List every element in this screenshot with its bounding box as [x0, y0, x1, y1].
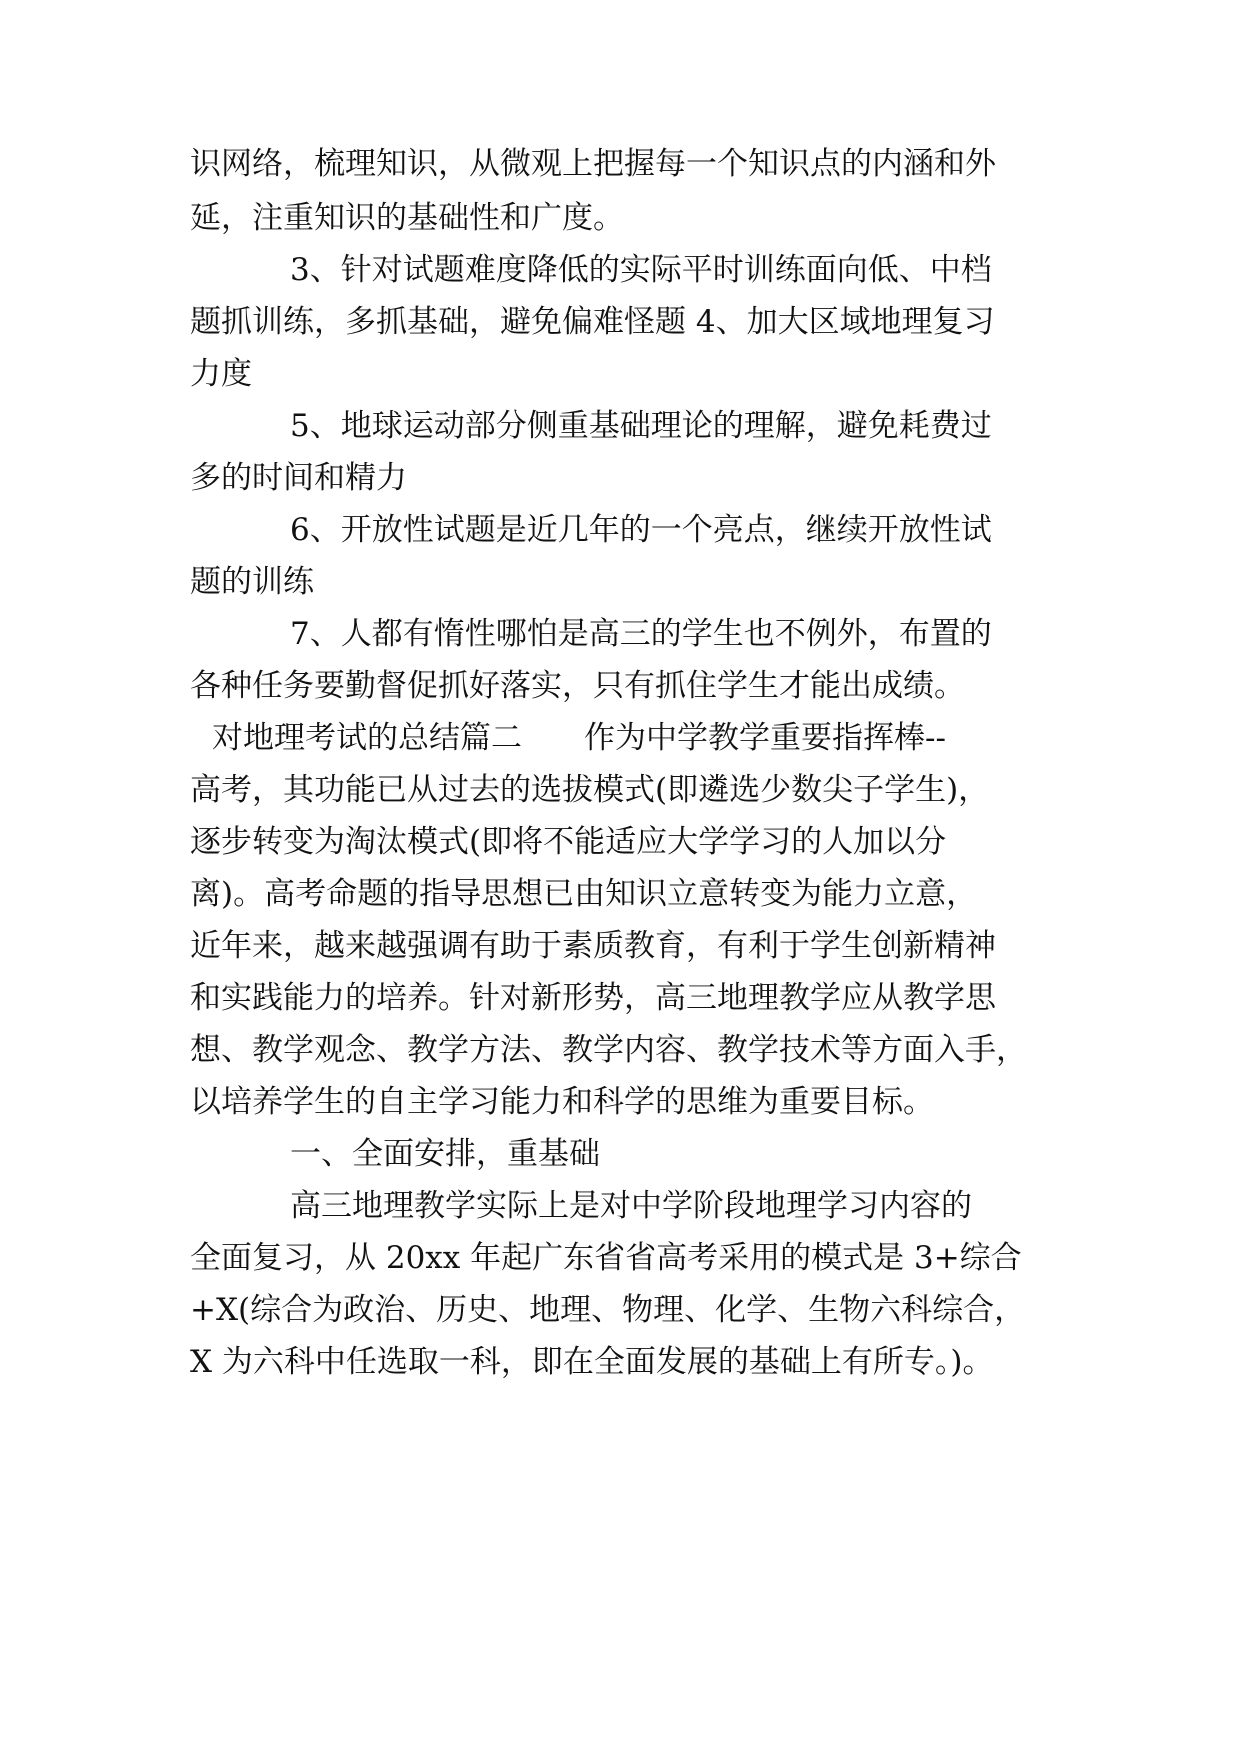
text-line: 7、人都有惰性哪怕是高三的学生也不例外，布置的	[290, 616, 992, 652]
text-line: 题的训练	[190, 564, 314, 600]
text-line: 高考，其功能已从过去的选拔模式(即遴选少数尖子学生)，	[190, 772, 990, 808]
text-line: 各种任务要勤督促抓好落实，只有抓住学生才能出成绩。	[190, 668, 965, 704]
text-line: 离)。高考命题的指导思想已由知识立意转变为能力立意，	[190, 876, 978, 912]
text-line: 延，注重知识的基础性和广度。	[190, 200, 624, 236]
text-line: 近年来，越来越强调有助于素质教育，有利于学生创新精神	[190, 928, 996, 964]
section-heading: 对地理考试的总结篇二 作为中学教学重要指挥棒--	[212, 720, 946, 756]
text-line: +X(综合为政治、历史、地理、物理、化学、生物六科综合，	[190, 1292, 1026, 1328]
text-line: 想、教学观念、教学方法、教学内容、教学技术等方面入手，	[190, 1032, 1027, 1068]
text-line: 以培养学生的自主学习能力和科学的思维为重要目标。	[190, 1084, 934, 1120]
text-line: 6、开放性试题是近几年的一个亮点，继续开放性试	[290, 512, 992, 548]
text-line: 高三地理教学实际上是对中学阶段地理学习内容的	[290, 1188, 972, 1224]
text-line: 3、针对试题难度降低的实际平时训练面向低、中档	[290, 252, 992, 288]
subheading: 一、全面安排，重基础	[290, 1136, 600, 1172]
text-line: 5、地球运动部分侧重基础理论的理解，避免耗费过	[290, 408, 992, 444]
text-line: 逐步转变为淘汰模式(即将不能适应大学学习的人加以分	[190, 824, 947, 860]
text-line: 全面复习，从 20xx 年起广东省省高考采用的模式是 3+综合	[190, 1240, 1022, 1276]
text-line: 题抓训练，多抓基础，避免偏难怪题 4、加大区域地理复习	[190, 304, 995, 340]
text-line: X 为六科中任选取一科，即在全面发展的基础上有所专。)。	[190, 1344, 994, 1380]
text-line: 和实践能力的培养。针对新形势，高三地理教学应从教学思	[190, 980, 996, 1016]
text-line: 识网络，梳理知识，从微观上把握每一个知识点的内涵和外	[190, 146, 996, 182]
text-line: 多的时间和精力	[190, 460, 407, 496]
text-line: 力度	[190, 356, 252, 392]
